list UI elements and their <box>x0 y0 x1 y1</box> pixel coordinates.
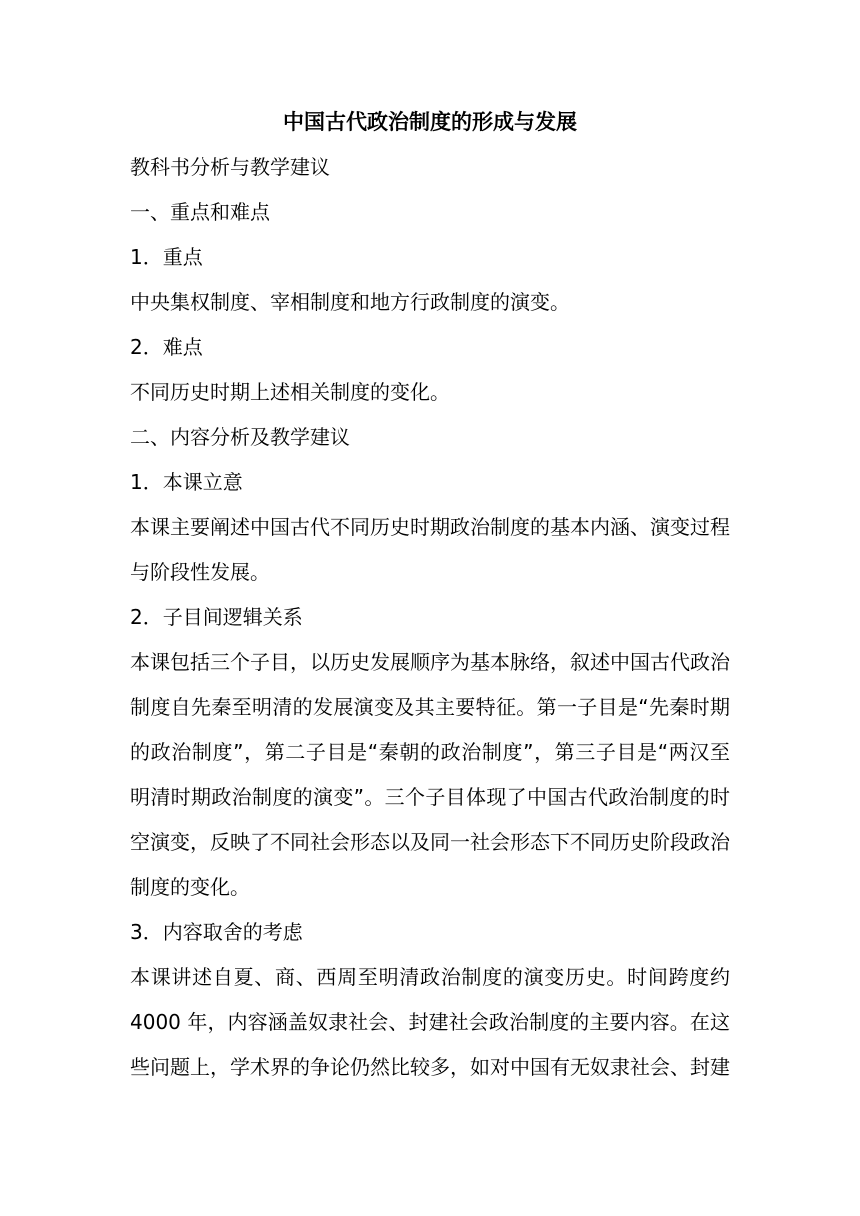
document-subtitle: 教科书分析与教学建议 <box>130 155 330 179</box>
paragraph-focus: 中央集权制度、宰相制度和地方行政制度的演变。 <box>130 290 570 314</box>
subheading-focus: 1．重点 <box>130 245 203 269</box>
document-page <box>130 100 730 1090</box>
subheading-lesson-purpose: 1．本课立意 <box>130 470 243 494</box>
section-heading-analysis: 二、内容分析及教学建议 <box>130 425 350 449</box>
subheading-content-selection: 3．内容取舍的考虑 <box>130 920 303 944</box>
paragraph-difficulty: 不同历史时期上述相关制度的变化。 <box>130 380 450 404</box>
paragraph-lesson-purpose: 本课主要阐述中国古代不同历史时期政治制度的基本内涵、演变过程与阶段性发展。 <box>130 515 730 584</box>
subheading-logic: 2．子目间逻辑关系 <box>130 605 303 629</box>
document-title: 中国古代政治制度的形成与发展 <box>283 110 577 134</box>
subheading-difficulty: 2．难点 <box>130 335 203 359</box>
paragraph-content-selection: 本课讲述自夏、商、西周至明清政治制度的演变历史。时间跨度约4000 年，内容涵盖奴隶社会、封建社会政治制度的主要内容。在这些问题上，学术界的争论仍然比较多，如对中国有无奴隶社会、封建 <box>130 965 730 1079</box>
section-heading-key-points: 一、重点和难点 <box>130 200 270 224</box>
paragraph-logic: 本课包括三个子目，以历史发展顺序为基本脉络，叙述中国古代政治制度自先秦至明清的发展演变及其主要特征。第一子目是“先秦时期的政治制度”，第二子目是“秦朝的政治制度”，第三子目是“两汉至明清时期政治制度的演变”。三个子目体现了中国古代政治制度的时空演变，反映了不同社会形态以及同一社会形态下不同历史阶段政治制度的变化。 <box>130 650 730 899</box>
